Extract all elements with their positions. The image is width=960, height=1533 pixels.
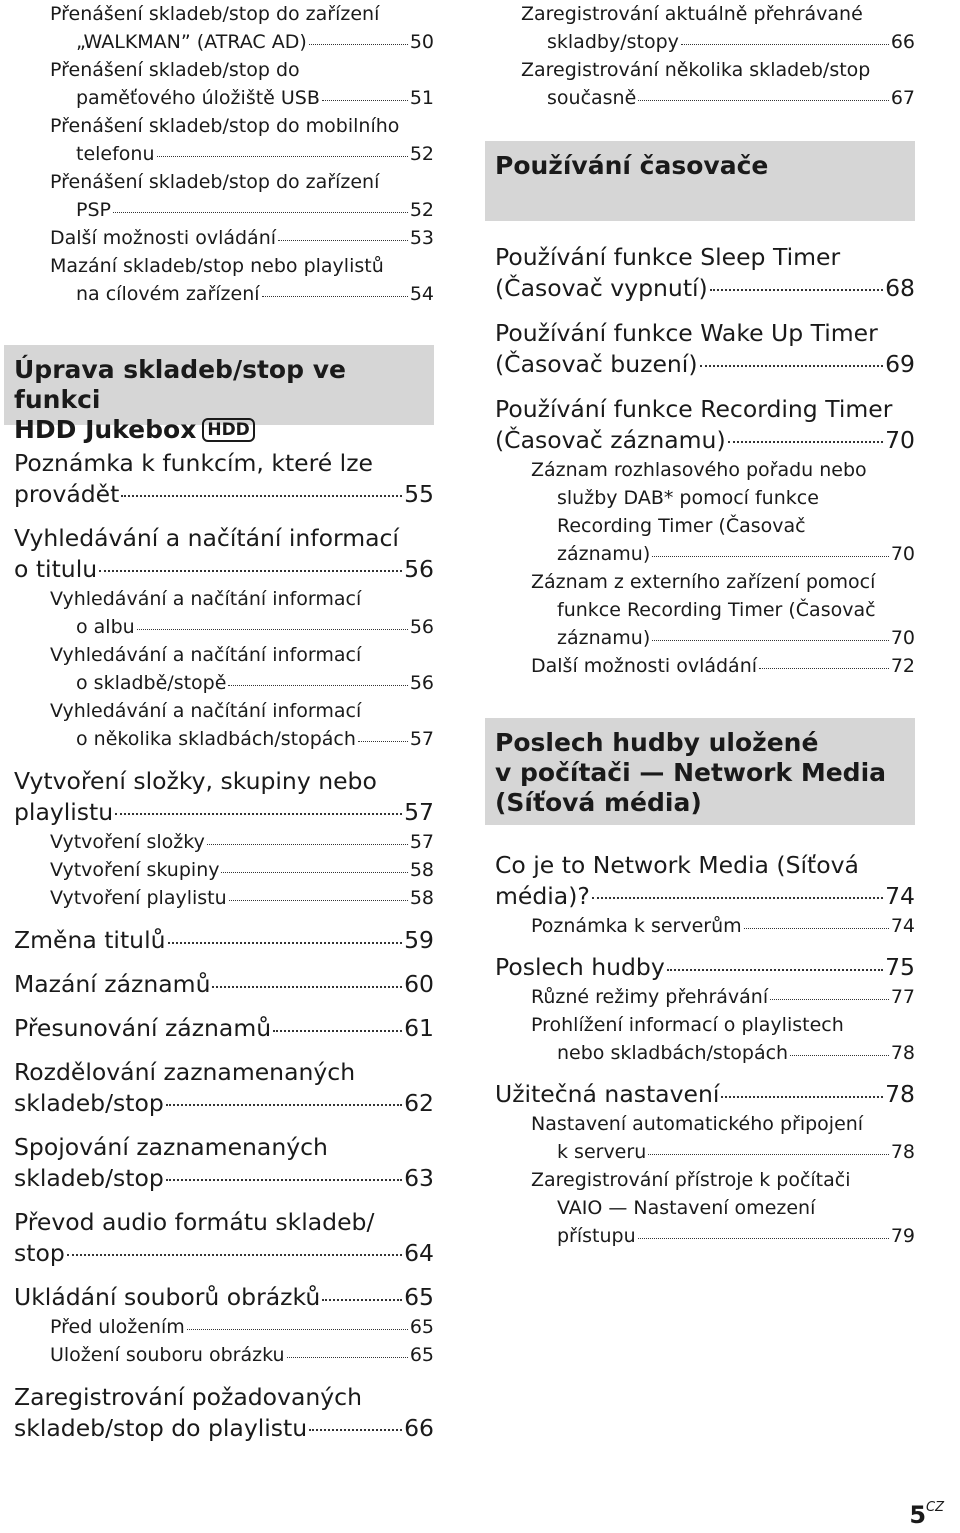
- toc-page-number: 50: [409, 31, 434, 53]
- toc-page-number: 53: [409, 227, 434, 249]
- toc-item[interactable]: [14, 523, 434, 585]
- toc-item[interactable]: [50, 641, 434, 697]
- toc-page-number: 67: [890, 87, 915, 109]
- toc-page-number: 70: [890, 543, 915, 565]
- toc-page-number: 70: [890, 627, 915, 649]
- toc-item-text: skladeb/stop do playlistu: [14, 1414, 308, 1442]
- toc-item-text: Vyhledávání a načítání informací: [50, 700, 362, 722]
- toc-item-text: Spojování zaznamenaných: [14, 1133, 328, 1161]
- toc-item-text: (Časovač záznamu): [495, 426, 726, 454]
- toc-item[interactable]: [50, 1313, 434, 1341]
- toc-item-text: Poznámka k funkcím, které lze: [14, 449, 374, 477]
- toc-item-text: Vyhledávání a načítání informací: [50, 588, 362, 610]
- toc-page-number: 75: [885, 953, 915, 981]
- toc-item-text: o albu: [76, 616, 135, 638]
- toc-page-number: 65: [404, 1283, 434, 1311]
- toc-item-text: služby DAB* pomocí funkce: [557, 487, 819, 509]
- toc-item-text: paměťového úložiště USB: [76, 87, 320, 109]
- toc-item-text: Přenášení skladeb/stop do: [50, 59, 300, 81]
- toc-item[interactable]: [531, 1110, 915, 1166]
- toc-item-text: záznamu): [557, 543, 651, 565]
- toc-item-text: Co je to Network Media (Síťová: [495, 851, 859, 879]
- toc-item-text: Rozdělování zaznamenaných: [14, 1058, 356, 1086]
- toc-item-text: o skladbě/stopě: [76, 672, 227, 694]
- toc-page-number: 51: [409, 87, 434, 109]
- toc-item-text: Převod audio formátu skladeb/: [14, 1208, 375, 1236]
- toc-page-number: 58: [409, 887, 434, 909]
- section-header-title: v počítači — Network Media: [495, 758, 887, 787]
- toc-item-text: Vytvoření skupiny: [50, 859, 220, 881]
- toc-page-number: 57: [409, 728, 434, 750]
- toc-item[interactable]: [495, 1079, 915, 1110]
- toc-item-text: přístupu: [557, 1225, 636, 1247]
- language-code: CZ: [926, 1500, 944, 1515]
- toc-page-number: 60: [404, 970, 434, 998]
- toc-item-text: Vytvoření složky: [50, 831, 205, 853]
- toc-item-text: Poznámka k serverům: [531, 915, 742, 937]
- toc-item[interactable]: [50, 56, 434, 112]
- toc-item[interactable]: [50, 697, 434, 753]
- toc-subsection: [485, 0, 915, 112]
- toc-item-text: na cílovém zařízení: [76, 283, 260, 305]
- toc-page-number: 72: [890, 655, 915, 677]
- toc-page-number: 52: [409, 199, 434, 221]
- toc-item-text: současně: [547, 87, 637, 109]
- toc-item[interactable]: [14, 925, 434, 956]
- toc-item[interactable]: [50, 168, 434, 224]
- toc-item-text: VAIO — Nastavení omezení: [557, 1197, 816, 1219]
- toc-item[interactable]: [521, 56, 915, 112]
- toc-page-number: 65: [409, 1316, 434, 1338]
- toc-item[interactable]: [50, 1341, 434, 1369]
- toc-item-text: Užitečná nastavení: [495, 1080, 720, 1108]
- toc-item-text: o titulu: [14, 555, 98, 583]
- toc-subsection: [14, 0, 434, 308]
- toc-item-text: stop: [14, 1239, 65, 1267]
- toc-page-number: 79: [890, 1225, 915, 1247]
- toc-item[interactable]: [50, 884, 434, 912]
- toc-page-number: 55: [404, 480, 434, 508]
- toc-item-text: Různé režimy přehrávání: [531, 986, 769, 1008]
- toc-page-number: 52: [409, 143, 434, 165]
- toc-item[interactable]: [531, 1166, 915, 1250]
- toc-item-text: Přenášení skladeb/stop do zařízení: [50, 171, 380, 193]
- toc-item-text: Používání funkce Recording Timer: [495, 395, 893, 423]
- toc-item[interactable]: [50, 252, 434, 308]
- toc-item[interactable]: [50, 224, 434, 252]
- toc-item-text: nebo skladbách/stopách: [557, 1042, 789, 1064]
- toc-page-number: 56: [409, 616, 434, 638]
- toc-item-text: Záznam z externího zařízení pomocí: [531, 571, 876, 593]
- toc-item[interactable]: [14, 1013, 434, 1044]
- toc-page-number: 78: [890, 1042, 915, 1064]
- section-header-hdd-jukebox: [4, 345, 434, 444]
- section-header-title: Úprava skladeb/stop ve funkci: [14, 355, 346, 414]
- toc-item-text: k serveru: [557, 1141, 647, 1163]
- section-header-title: (Síťová média): [495, 788, 702, 817]
- toc-item-text: Recording Timer (Časovač: [557, 515, 806, 537]
- toc-item[interactable]: [14, 1282, 434, 1313]
- toc-item-text: skladeb/stop: [14, 1164, 164, 1192]
- toc-item[interactable]: [50, 828, 434, 856]
- toc-subsection: [14, 1313, 434, 1369]
- toc-item-text: záznamu): [557, 627, 651, 649]
- toc-item-text: Přenášení skladeb/stop do mobilního: [50, 115, 400, 137]
- hdd-icon: HDD: [202, 418, 254, 442]
- toc-page-number: 59: [404, 926, 434, 954]
- toc-subsection: [495, 912, 915, 940]
- section-header-title: Používání časovače: [495, 151, 769, 180]
- page-number-value: 5: [909, 1501, 927, 1529]
- toc-item-text: Před uložením: [50, 1316, 185, 1338]
- toc-item-text: Uložení souboru obrázku: [50, 1344, 285, 1366]
- toc-item[interactable]: [14, 1382, 434, 1444]
- section-header-title: Poslech hudby uložené: [495, 728, 819, 757]
- toc-item-text: Vytvoření playlistu: [50, 887, 227, 909]
- toc-item-text: Přenášení skladeb/stop do zařízení: [50, 3, 380, 25]
- toc-page-number: 57: [404, 798, 434, 826]
- toc-page-number: 70: [885, 426, 915, 454]
- toc-item[interactable]: [50, 0, 434, 56]
- toc-item-text: Vyhledávání a načítání informací: [50, 644, 362, 666]
- toc-item-text: Zaregistrování několika skladeb/stop: [521, 59, 871, 81]
- section-header-timer: [485, 141, 915, 221]
- toc-item-text: skladeb/stop: [14, 1089, 164, 1117]
- toc-item[interactable]: [531, 568, 915, 652]
- toc-item-text: playlistu: [14, 798, 114, 826]
- toc-page-number: 74: [890, 915, 915, 937]
- toc-item-text: Zaregistrování požadovaných: [14, 1383, 362, 1411]
- toc-page-number: 54: [409, 283, 434, 305]
- toc-subsection: [14, 828, 434, 912]
- toc-subsection: [14, 585, 434, 753]
- toc-item-text: Nastavení automatického připojení: [531, 1113, 864, 1135]
- toc-page-number: 62: [404, 1089, 434, 1117]
- toc-page-number: 64: [404, 1239, 434, 1267]
- toc-item[interactable]: [531, 456, 915, 568]
- toc-item-text: Prohlížení informací o playlistech: [531, 1014, 844, 1036]
- toc-item[interactable]: [14, 969, 434, 1000]
- toc-item[interactable]: [521, 0, 915, 56]
- toc-page-number: 66: [404, 1414, 434, 1442]
- toc-page-number: 63: [404, 1164, 434, 1192]
- toc-item[interactable]: [14, 1132, 434, 1194]
- toc-page-number: 57: [409, 831, 434, 853]
- toc-item[interactable]: [495, 394, 915, 456]
- toc-item-text: Přesunování záznamů: [14, 1014, 272, 1042]
- toc-item-text: média)?: [495, 882, 590, 910]
- toc-item[interactable]: [531, 652, 915, 680]
- page-number: [909, 1500, 944, 1529]
- toc-page-number: 58: [409, 859, 434, 881]
- toc-page-number: 68: [885, 274, 915, 302]
- toc-item[interactable]: [531, 983, 915, 1011]
- toc-item[interactable]: [14, 1057, 434, 1119]
- toc-page-number: 78: [885, 1080, 915, 1108]
- toc-item-text: funkce Recording Timer (Časovač: [557, 599, 876, 621]
- toc-page-number: 77: [890, 986, 915, 1008]
- toc-item[interactable]: [50, 585, 434, 641]
- toc-item-text: Používání funkce Wake Up Timer: [495, 319, 878, 347]
- toc-page-number: 56: [404, 555, 434, 583]
- toc-item-text: Záznam rozhlasového pořadu nebo: [531, 459, 867, 481]
- toc-item[interactable]: [495, 242, 915, 304]
- toc-item-text: (Časovač vypnutí): [495, 274, 708, 302]
- toc-item[interactable]: [50, 856, 434, 884]
- toc-item[interactable]: [14, 448, 434, 510]
- toc-item[interactable]: [531, 1011, 915, 1067]
- toc-subsection: [495, 456, 915, 680]
- toc-item[interactable]: [14, 766, 434, 828]
- toc-page-number: 56: [409, 672, 434, 694]
- section-header-network-media: [485, 718, 915, 825]
- toc-item-text: Mazání skladeb/stop nebo playlistů: [50, 255, 384, 277]
- section-header-title: HDD Jukebox: [14, 415, 197, 444]
- toc-page-number: 74: [885, 882, 915, 910]
- toc-item-text: skladby/stopy: [547, 31, 679, 53]
- toc-item-text: o několika skladbách/stopách: [76, 728, 356, 750]
- toc-item-text: telefonu: [76, 143, 155, 165]
- toc-item[interactable]: [50, 112, 434, 168]
- toc-item-text: (Časovač buzení): [495, 350, 698, 378]
- toc-item-text: Vytvoření složky, skupiny nebo: [14, 767, 377, 795]
- toc-item[interactable]: [14, 1207, 434, 1269]
- toc-page-number: 69: [885, 350, 915, 378]
- toc-item[interactable]: [495, 850, 915, 912]
- toc-item-text: Poslech hudby: [495, 953, 665, 981]
- toc-item-text: Změna titulů: [14, 926, 166, 954]
- toc-item[interactable]: [495, 318, 915, 380]
- toc-page-number: 61: [404, 1014, 434, 1042]
- toc-page-number: 66: [890, 31, 915, 53]
- toc-item-text: Používání funkce Sleep Timer: [495, 243, 841, 271]
- toc-item-text: Další možnosti ovládání: [531, 655, 758, 677]
- toc-page-number: 65: [409, 1344, 434, 1366]
- toc-item-text: Další možnosti ovládání: [50, 227, 277, 249]
- toc-page-number: 78: [890, 1141, 915, 1163]
- toc-item-text: Ukládání souborů obrázků: [14, 1283, 321, 1311]
- toc-item-text: PSP: [76, 199, 111, 221]
- toc-item[interactable]: [495, 952, 915, 983]
- toc-item-text: Zaregistrování přístroje k počítači: [531, 1169, 851, 1191]
- toc-item-text: provádět: [14, 480, 120, 508]
- toc-item-text: Mazání záznamů: [14, 970, 211, 998]
- toc-item-text: Zaregistrování aktuálně přehrávané: [521, 3, 863, 25]
- toc-subsection: [495, 983, 915, 1067]
- toc-item-text: „WALKMAN” (ATRAC AD): [76, 31, 307, 53]
- toc-subsection: [495, 1110, 915, 1250]
- toc-item[interactable]: [531, 912, 915, 940]
- toc-item-text: Vyhledávání a načítání informací: [14, 524, 399, 552]
